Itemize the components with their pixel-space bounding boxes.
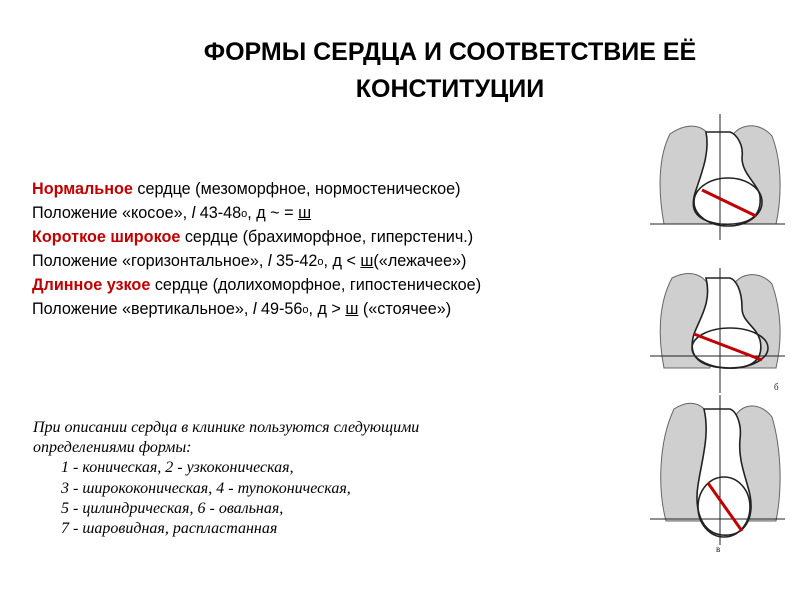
heart-diagram-horizontal [650, 268, 785, 393]
figure-label: в [716, 544, 721, 554]
position-label: Положение «вертикальное», [32, 299, 253, 318]
angle-range: 35-42 [271, 251, 318, 270]
heart-diagram-normal [650, 112, 785, 242]
heart-figure-vertical [650, 395, 785, 555]
note-item: 1 - коническая, 2 - узкоконическая, [61, 459, 294, 477]
position-label: Положение «горизонтальное», [32, 251, 268, 270]
title-line-1: ФОРМЫ СЕРДЦА И СООТВЕТСТВИЕ ЕЁ [203, 38, 697, 66]
title-line-2: КОНСТИТУЦИИ [355, 75, 545, 103]
degree-mark: о [302, 303, 309, 316]
form-desc-short-wide: сердце (брахиморфное, гиперстенич.) [180, 228, 474, 247]
note-intro-1: При описании сердца в клинике пользуются следующими [33, 419, 420, 436]
heart-figure-horizontal [650, 268, 785, 393]
width-symbol: ш [345, 299, 359, 318]
note-item: 5 - цилиндрическая, 6 - овальная, [61, 499, 284, 517]
angle-symbol: l [191, 203, 196, 222]
position-note: («лежачее») [373, 251, 467, 270]
position-horizontal [32, 250, 632, 275]
width-symbol: ш [298, 203, 312, 222]
angle-symbol: l [252, 299, 257, 318]
width-symbol: ш [360, 251, 374, 270]
form-name-short-wide: Короткое широкое [32, 228, 181, 247]
position-label: Положение «косое», [32, 203, 192, 222]
heart-forms-list [32, 178, 632, 323]
relation: , д < [323, 251, 361, 270]
form-desc-long-narrow: сердце (долихоморфное, гипостеническое) [150, 276, 482, 295]
degree-mark: о [317, 255, 324, 268]
form-short-wide [32, 226, 632, 250]
position-note: («стоячее») [358, 299, 452, 318]
form-desc-normal: сердце (мезоморфное, нормостеническое) [132, 180, 461, 198]
position-normal [32, 202, 632, 227]
relation: , д > [308, 299, 346, 318]
position-vertical [32, 298, 632, 323]
angle-range: 49-56 [256, 299, 303, 318]
page-title [150, 34, 750, 108]
heart-diagram-vertical [650, 395, 785, 555]
form-normal [32, 178, 632, 202]
angle-range: 43-48 [195, 203, 242, 222]
note-intro-2: определениями формы: [33, 439, 192, 457]
figure-label: б [774, 382, 779, 392]
relation: , д ~ = [247, 203, 299, 222]
note-item: 7 - шаровидная, распластанная [61, 520, 278, 538]
degree-mark: о [241, 207, 248, 220]
note-item: 3 - ширококоническая, 4 - тупоконическая, [61, 479, 351, 497]
form-long-narrow [32, 274, 632, 298]
form-name-long-narrow: Длинное узкое [32, 276, 151, 295]
heart-figure-normal [650, 112, 785, 242]
angle-symbol: l [267, 251, 272, 270]
clinical-note [33, 418, 633, 539]
form-name-normal: Нормальное [32, 180, 133, 198]
